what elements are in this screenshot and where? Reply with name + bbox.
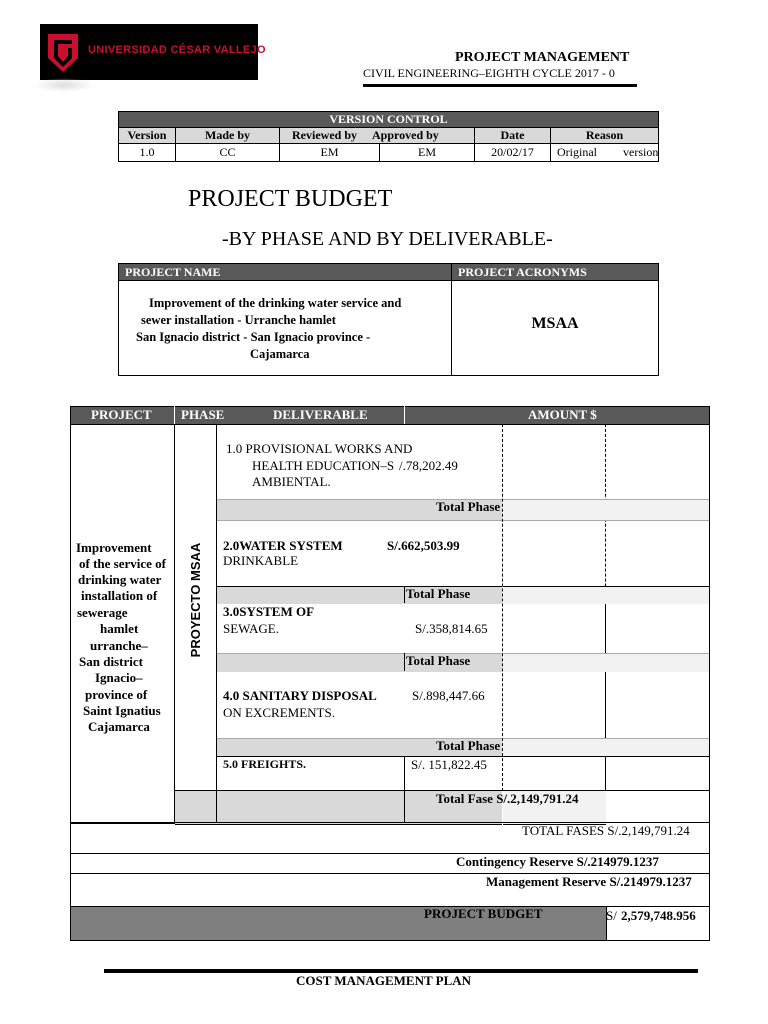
col-date: Date <box>474 127 551 144</box>
total-phase-2-value <box>503 586 709 604</box>
total-phase-4-label: Total Phase <box>436 738 501 753</box>
total-phase-3-label: Total Phase <box>406 653 471 668</box>
header-project: PROJECT <box>91 407 152 422</box>
project-line-8: San district <box>79 654 143 669</box>
header-sep-1 <box>174 406 175 425</box>
phase-label: PROYECTO MSAA <box>188 542 203 658</box>
project-acronym-value: MSAA <box>451 280 659 376</box>
d2-line-1: 2.0WATER SYSTEM <box>223 538 343 553</box>
d1-line-1: 1.0 PROVISIONAL WORKS AND <box>226 441 413 456</box>
d4-line-2: ON EXCREMENTS. <box>223 705 335 720</box>
project-budget-currency: S/ <box>606 908 617 923</box>
project-line-2: of the service of <box>79 556 166 571</box>
total-fase-label: Total Fase S/.2,149,791.24 <box>436 791 579 806</box>
header-divider <box>363 84 637 87</box>
cell-reviewed-by: EM <box>279 143 380 162</box>
d3-line-1: 3.0SYSTEM OF <box>223 604 315 619</box>
total-phase-3-sep <box>404 653 405 671</box>
cell-approved-by: EM <box>379 143 475 162</box>
reason-word-1: Original <box>557 145 597 159</box>
d1-line-3: AMBIENTAL. <box>252 474 331 489</box>
cell-reason <box>550 143 659 162</box>
project-line-11: Saint Ignatius <box>83 703 161 718</box>
shield-icon <box>46 32 80 74</box>
version-control-heading: VERSION CONTROL <box>118 111 659 128</box>
project-budget-label: PROJECT BUDGET <box>424 906 543 921</box>
project-line-12: Cajamarca <box>88 719 150 734</box>
total-phase-2-label: Total Phase <box>406 586 471 601</box>
col-reason: Reason <box>550 127 659 144</box>
project-name-line-3: San Ignacio district - San Ignacio province - <box>136 330 371 344</box>
d5-amount: S/. 151,822.45 <box>411 757 487 772</box>
project-line-3: drinking water <box>78 572 162 587</box>
header-title: PROJECT MANAGEMENT <box>455 50 630 65</box>
page-title: PROJECT BUDGET <box>188 186 393 212</box>
project-line-7: urranche– <box>90 638 148 653</box>
col-version: Version <box>118 127 176 144</box>
cell-date: 20/02/17 <box>474 143 551 162</box>
d4-amount: S/.898,447.66 <box>412 688 485 703</box>
d1-amount: /.78,202.49 <box>399 458 458 473</box>
col-reviewed-by: Reviewed by <box>292 128 357 142</box>
project-line-5: sewerage <box>77 605 128 620</box>
logo-shadow <box>34 78 94 92</box>
logo-text: UNIVERSIDAD CÉSAR VALLEJO <box>88 44 266 56</box>
d3-amount: S/.358,814.65 <box>415 621 488 636</box>
d5-sep <box>404 756 405 791</box>
budget-header-row <box>70 406 710 425</box>
page-subtitle: -BY PHASE AND BY DELIVERABLE- <box>222 228 553 250</box>
project-line-10: province of <box>85 687 148 702</box>
amount-divider-1 <box>502 424 503 791</box>
project-name-line-1: Improvement of the drinking water service and <box>149 296 402 310</box>
project-name-line-2: sewer installation - Urranche hamlet <box>141 313 336 327</box>
university-logo <box>40 24 266 80</box>
header-subtitle: CIVIL ENGINEERING–EIGHTH CYCLE 2017 - 0 <box>363 66 615 80</box>
total-fase-cell-2 <box>606 790 710 823</box>
total-fase-sep-2 <box>404 790 405 823</box>
project-name-line-4: Cajamarca <box>250 347 310 361</box>
project-acronym-label: PROJECT ACRONYMS <box>451 263 659 281</box>
footer-text: COST MANAGEMENT PLAN <box>296 973 472 988</box>
d1-line-2a: HEALTH EDUCATION–S <box>252 458 395 473</box>
reason-word-2: version <box>623 145 659 159</box>
project-line-9: Ignacio– <box>95 670 143 685</box>
d2-line-2: DRINKABLE <box>223 553 299 568</box>
col-approved-by: Approved by <box>372 128 439 142</box>
d3-line-2: SEWAGE. <box>223 621 279 636</box>
total-fases-label: TOTAL FASES S/.2,149,791.24 <box>522 823 690 838</box>
d2-amount: S/.662,503.99 <box>387 538 460 553</box>
total-phase-1-label: Total Phase <box>436 499 501 514</box>
header-amount: AMOUNT $ <box>528 407 597 422</box>
header-phase: PHASE <box>181 407 225 422</box>
project-line-6: hamlet <box>100 621 139 636</box>
total-phase-3-value <box>503 653 709 672</box>
d4-line-1: 4.0 SANITARY DISPOSAL <box>223 688 377 703</box>
d5-line-1: 5.0 FREIGHTS. <box>223 757 307 771</box>
project-line-1: Improvement <box>76 540 152 555</box>
project-line-4: installation of <box>81 588 158 603</box>
col-reviewed-approved <box>279 127 475 144</box>
amount-divider-solid <box>605 603 606 791</box>
header-deliverable: DELIVERABLE <box>273 407 368 422</box>
total-phase-2-sep <box>404 586 405 603</box>
cell-made-by: CC <box>175 143 280 162</box>
total-phase-4-value <box>503 738 709 757</box>
total-phase-1-value <box>503 499 709 521</box>
cell-version: 1.0 <box>118 143 176 162</box>
header-sep-2 <box>404 406 405 425</box>
project-name-label: PROJECT NAME <box>118 263 452 281</box>
project-budget-value: 2,579,748.956 <box>621 908 696 923</box>
project-name-value <box>118 280 452 376</box>
contingency-label: Contingency Reserve S/.214979.1237 <box>456 854 659 869</box>
col-made-by: Made by <box>175 127 280 144</box>
management-label: Management Reserve S/.214979.1237 <box>486 874 692 889</box>
total-fase-sep-1 <box>216 790 217 823</box>
